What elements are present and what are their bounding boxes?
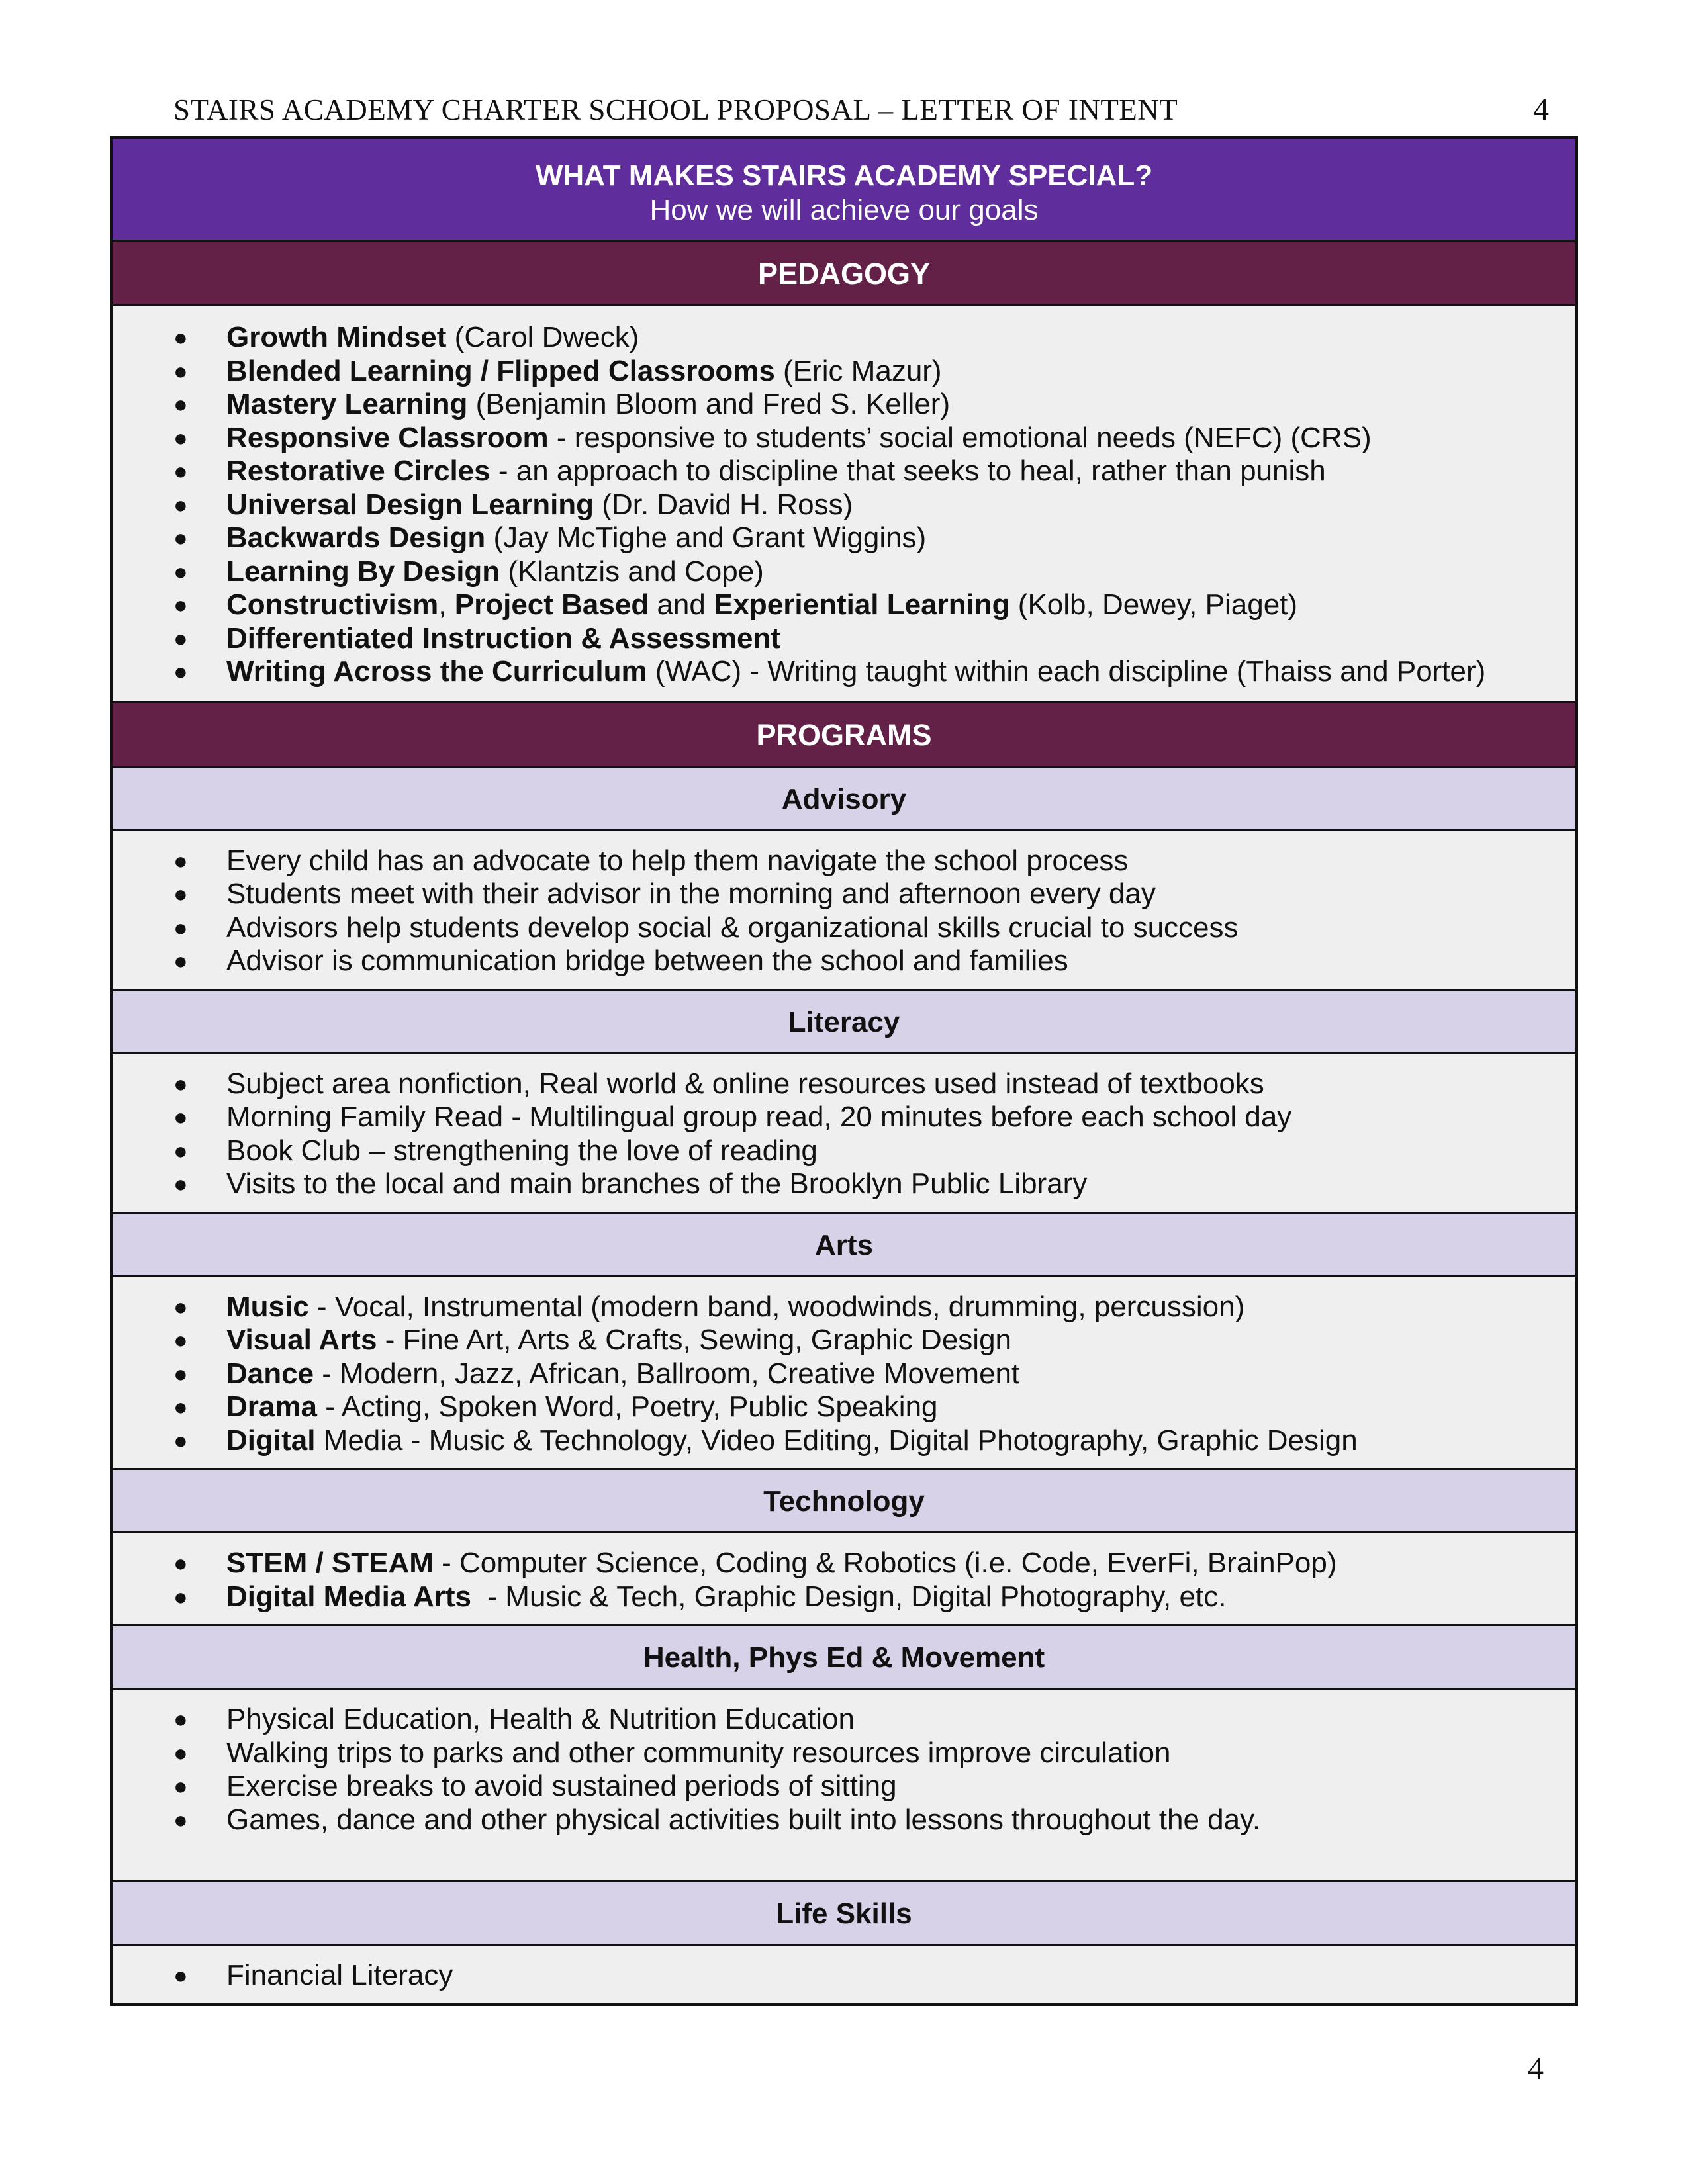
bullet-icon: ● xyxy=(173,424,188,451)
bullet-icon: ● xyxy=(173,1069,188,1097)
bullet-icon: ● xyxy=(173,457,188,484)
list-item: ● Digital Media Arts - Music & Tech, Graphic Design, Digital Photography, etc. xyxy=(173,1580,1227,1613)
list-item: ● Financial Literacy xyxy=(173,1959,453,1991)
bullet-icon: ● xyxy=(173,490,188,518)
bullet-icon: ● xyxy=(173,624,188,652)
bullet-icon: ● xyxy=(173,1549,188,1576)
list-item: ● Physical Education, Health & Nutrition Education xyxy=(173,1703,855,1735)
literacy-heading: Literacy xyxy=(113,989,1575,1052)
list-item: ● Morning Family Read - Multilingual group read, 20 minutes before each school day xyxy=(173,1101,1292,1133)
bullet-icon: ● xyxy=(173,1136,188,1164)
list-item: ● Walking trips to parks and other community resources improve circulation xyxy=(173,1736,1171,1769)
list-item: ● STEM / STEAM - Computer Science, Coding & Robotics (i.e. Code, EverFi, BrainPop) xyxy=(173,1547,1337,1579)
list-item: ● Universal Design Learning (Dr. David H. Ross) xyxy=(173,488,853,521)
bullet-icon: ● xyxy=(173,390,188,418)
list-item: ● Digital Media - Music & Technology, Video Editing, Digital Photography, Graphic Design xyxy=(173,1424,1358,1457)
bullet-icon: ● xyxy=(173,591,188,618)
arts-list xyxy=(113,1275,1575,1469)
page-number-top: 4 xyxy=(1533,92,1549,127)
bullet-icon: ● xyxy=(173,1170,188,1197)
list-item: ● Drama - Acting, Spoken Word, Poetry, Public Speaking xyxy=(173,1390,938,1423)
bullet-icon: ● xyxy=(173,324,188,351)
list-item: ● Advisors help students develop social & organizational skills crucial to success xyxy=(173,911,1239,944)
programs-heading: PROGRAMS xyxy=(113,701,1575,766)
list-item: ● Music - Vocal, Instrumental (modern band, woodwinds, drumming, percussion) xyxy=(173,1290,1245,1323)
list-item: ● Visits to the local and main branches of the Brooklyn Public Library xyxy=(173,1167,1088,1200)
list-item: ● Students meet with their advisor in the morning and afternoon every day xyxy=(173,878,1156,910)
bullet-icon: ● xyxy=(173,913,188,941)
pedagogy-list xyxy=(113,304,1575,701)
bullet-icon: ● xyxy=(173,947,188,974)
bullet-icon: ● xyxy=(173,846,188,874)
bullet-icon: ● xyxy=(173,658,188,685)
list-item: ● Constructivism, Project Based and Experiential Learning (Kolb, Dewey, Piaget) xyxy=(173,588,1298,621)
list-item: ● Dance - Modern, Jazz, African, Ballroom, Creative Movement xyxy=(173,1357,1020,1390)
list-item: ● Games, dance and other physical activities built into lessons throughout the day. xyxy=(173,1803,1261,1836)
pedagogy-heading: PEDAGOGY xyxy=(113,240,1575,304)
bullet-icon: ● xyxy=(173,1739,188,1766)
bullet-icon: ● xyxy=(173,1706,188,1733)
list-item: ● Visual Arts - Fine Art, Arts & Crafts, Sewing, Graphic Design xyxy=(173,1324,1012,1356)
list-item: ● Differentiated Instruction & Assessment xyxy=(173,621,780,655)
list-item: ● Blended Learning / Flipped Classrooms (Eric Mazur) xyxy=(173,354,942,387)
bullet-icon: ● xyxy=(173,1393,188,1420)
bullet-icon: ● xyxy=(173,557,188,585)
technology-list xyxy=(113,1531,1575,1624)
table-title xyxy=(113,139,1575,240)
list-item: ● Writing Across the Curriculum (WAC) - Writing taught within each discipline (Thaiss and Porter) xyxy=(173,655,1486,688)
list-item: ● Advisor is communication bridge between the school and families xyxy=(173,944,1068,977)
list-item: ● Learning By Design (Klantzis and Cope) xyxy=(173,555,764,588)
list-item: ● Growth Mindset (Carol Dweck) xyxy=(173,321,639,353)
table-title-main: WHAT MAKES STAIRS ACADEMY SPECIAL? xyxy=(535,159,1153,192)
list-item: ● Responsive Classroom - responsive to students’ social emotional needs (NEFC) (CRS) xyxy=(173,421,1372,454)
list-item: ● Backwards Design (Jay McTighe and Grant Wiggins) xyxy=(173,522,927,554)
technology-heading: Technology xyxy=(113,1468,1575,1531)
advisory-heading: Advisory xyxy=(113,766,1575,829)
bullet-icon: ● xyxy=(173,1962,188,1989)
bullet-icon: ● xyxy=(173,1426,188,1454)
life-skills-heading: Life Skills xyxy=(113,1880,1575,1944)
running-title: STAIRS ACADEMY CHARTER SCHOOL PROPOSAL – LETTER OF INTENT xyxy=(173,93,1178,126)
bullet-icon: ● xyxy=(173,880,188,907)
health-list xyxy=(113,1688,1575,1880)
arts-heading: Arts xyxy=(113,1212,1575,1275)
bullet-icon: ● xyxy=(173,524,188,551)
bullet-icon: ● xyxy=(173,1293,188,1320)
literacy-list xyxy=(113,1052,1575,1212)
list-item: ● Restorative Circles - an approach to discipline that seeks to heal, rather than punish xyxy=(173,455,1326,487)
bullet-icon: ● xyxy=(173,357,188,385)
list-item: ● Every child has an advocate to help them navigate the school process xyxy=(173,844,1129,877)
bullet-icon: ● xyxy=(173,1103,188,1130)
life-skills-list xyxy=(113,1944,1575,2003)
special-table xyxy=(110,136,1578,2006)
table-title-subtitle: How we will achieve our goals xyxy=(649,194,1039,226)
bullet-icon: ● xyxy=(173,1582,188,1610)
advisory-list xyxy=(113,829,1575,989)
page-number-bottom: 4 xyxy=(1528,2051,1544,2086)
bullet-icon: ● xyxy=(173,1326,188,1353)
list-item: ● Subject area nonfiction, Real world & online resources used instead of textbooks xyxy=(173,1067,1264,1100)
bullet-icon: ● xyxy=(173,1805,188,1833)
list-item: ● Mastery Learning (Benjamin Bloom and Fred S. Keller) xyxy=(173,388,951,420)
list-item: ● Exercise breaks to avoid sustained periods of sitting xyxy=(173,1770,897,1802)
bullet-icon: ● xyxy=(173,1772,188,1799)
bullet-icon: ● xyxy=(173,1359,188,1387)
health-heading: Health, Phys Ed & Movement xyxy=(113,1624,1575,1688)
list-item: ● Book Club – strengthening the love of reading xyxy=(173,1134,818,1167)
